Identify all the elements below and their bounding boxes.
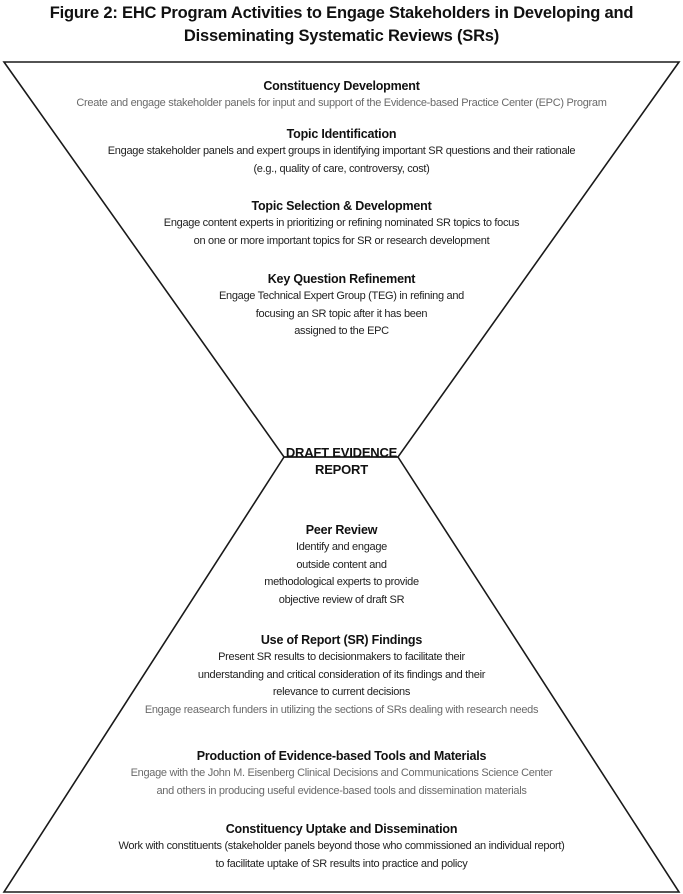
section-heading: Peer Review xyxy=(305,523,378,537)
section-line: assigned to the EPC xyxy=(294,325,389,337)
section-line: Create and engage stakeholder panels for input and support of the Evidence-based Practice Center (EPC) Program xyxy=(76,97,607,109)
section-line: outside content and xyxy=(296,558,387,571)
section-constituency-uptake xyxy=(0,820,683,873)
section-line: and others in producing useful evidence-based tools and dissemination materials xyxy=(156,784,527,797)
section-heading: Production of Evidence-based Tools and Materials xyxy=(196,749,487,763)
section-heading: Topic Identification xyxy=(286,127,397,141)
section-line: Engage content experts in prioritizing or refining nominated SR topics to focus xyxy=(163,217,520,229)
section-line-research-funders: Engage reasearch funders in utilizing the sections of SRs dealing with research needs xyxy=(144,703,539,716)
section-heading: Constituency Uptake and Dissemination xyxy=(225,822,458,836)
section-line: Engage with the John M. Eisenberg Clinical Decisions and Communications Science Center xyxy=(130,767,553,779)
section-heading: Topic Selection & Development xyxy=(251,199,432,213)
section-constituency-development xyxy=(0,77,683,113)
section-line: on one or more important topics for SR or research development xyxy=(193,234,490,247)
section-line: to facilitate uptake of SR results into practice and policy xyxy=(215,857,468,870)
section-line: Engage Technical Expert Group (TEG) in refining and xyxy=(219,290,464,302)
section-use-of-report-findings xyxy=(0,631,683,719)
section-line: Engage stakeholder panels and expert groups in identifying important SR questions and their rationale xyxy=(107,145,576,157)
center-label-line-2: REPORT xyxy=(315,462,368,477)
section-line: Work with constituents (stakeholder panels beyond those who commissioned an individual report) xyxy=(118,840,565,852)
section-heading: Constituency Development xyxy=(263,79,420,93)
section-peer-review xyxy=(0,521,683,609)
section-key-question-refinement xyxy=(0,270,683,341)
section-heading: Use of Report (SR) Findings xyxy=(260,633,423,647)
top-funnel xyxy=(4,62,679,457)
section-production-of-tools xyxy=(0,747,683,800)
section-line: methodological experts to provide xyxy=(264,576,419,588)
section-line: relevance to current decisions xyxy=(272,686,411,698)
section-line: understanding and critical consideration of its findings and their xyxy=(197,668,486,681)
section-heading: Key Question Refinement xyxy=(267,272,416,286)
center-label-line-1: DRAFT EVIDENCE xyxy=(285,445,398,460)
section-line: objective review of draft SR xyxy=(278,593,405,606)
section-topic-identification xyxy=(0,125,683,178)
draft-evidence-report-label xyxy=(0,444,683,478)
section-line: Present SR results to decisionmakers to facilitate their xyxy=(218,651,465,663)
figure-title-line-1: Figure 2: EHC Program Activities to Engage Stakeholders in Developing and xyxy=(49,4,634,22)
section-line: focusing an SR topic after it has been xyxy=(255,307,428,320)
figure-title-line-2: Disseminating Systematic Reviews (SRs) xyxy=(183,27,500,45)
section-topic-selection xyxy=(0,197,683,250)
section-line: Identify and engage xyxy=(296,541,387,553)
section-line: (e.g., quality of care, controversy, cost) xyxy=(253,162,430,175)
